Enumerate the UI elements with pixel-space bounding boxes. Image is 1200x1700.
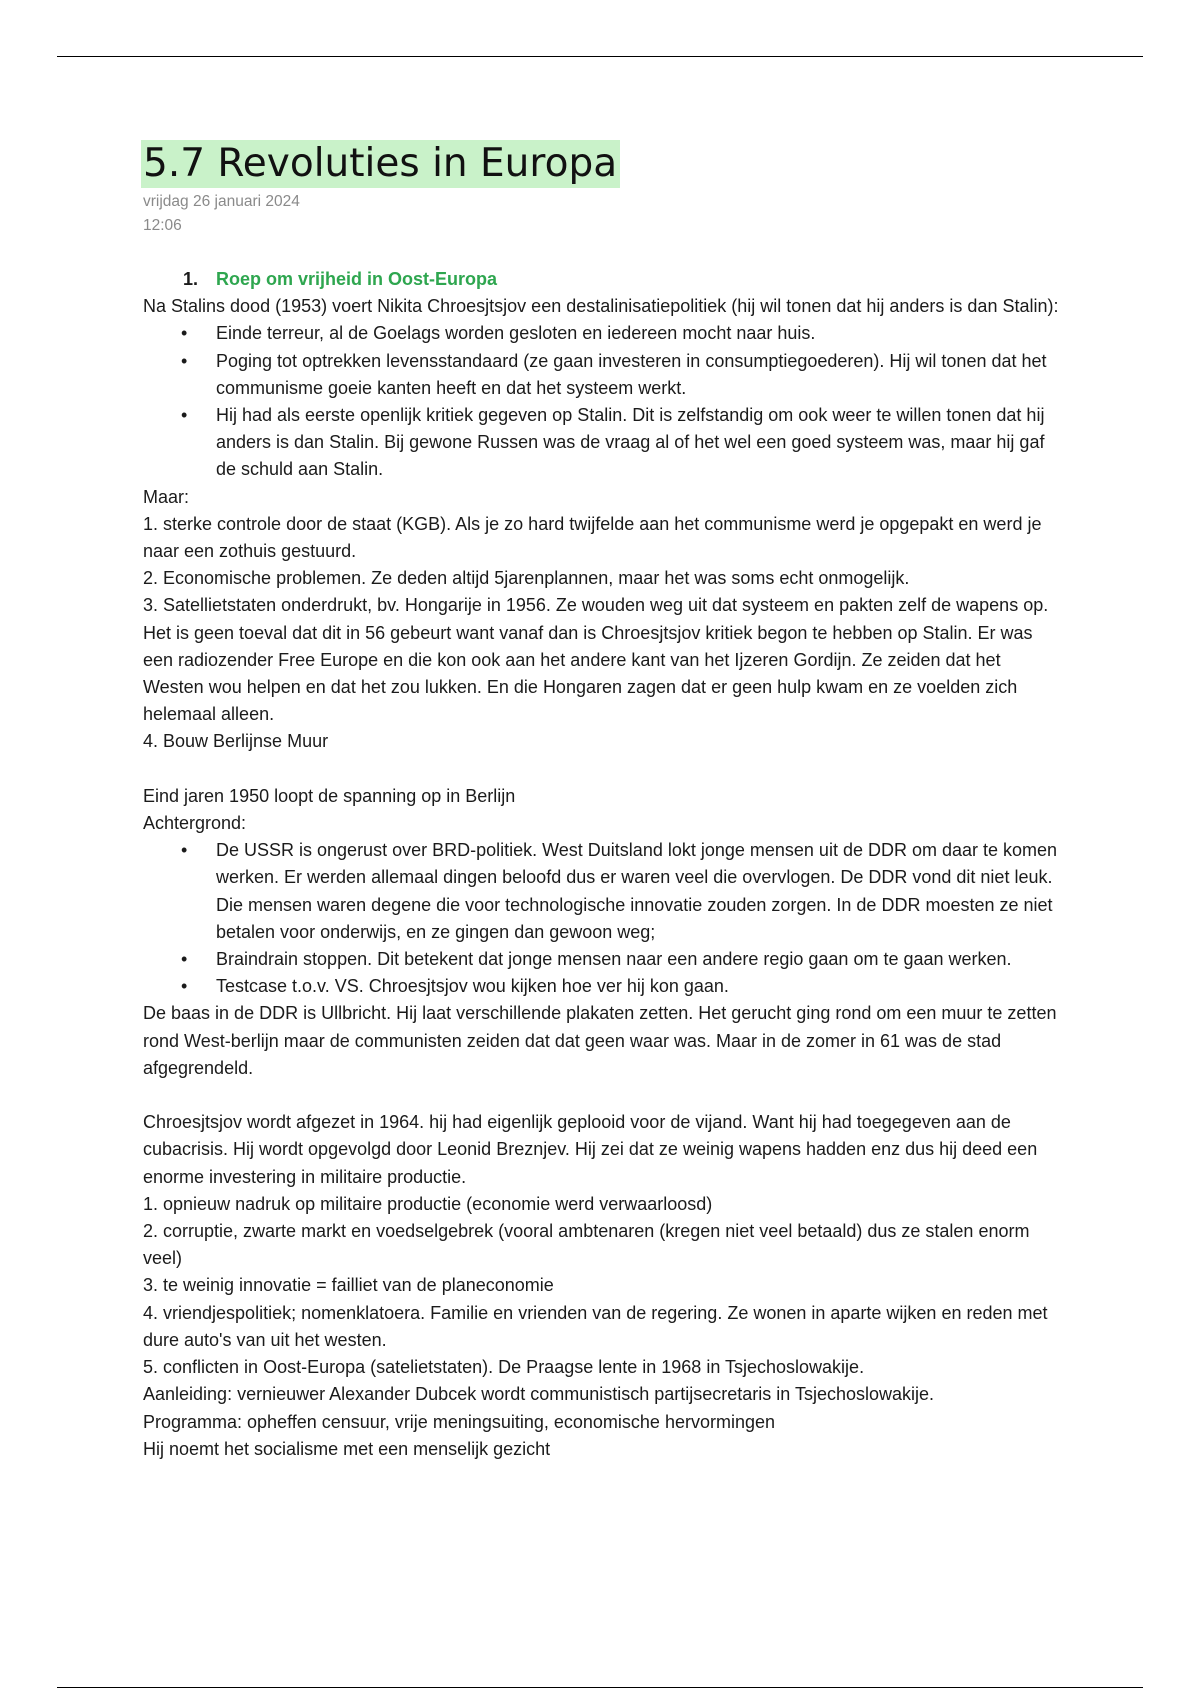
- numbered-point: 1. opnieuw nadruk op militaire productie (economie werd verwaarloosd): [143, 1193, 713, 1214]
- paragraph: Achtergrond:: [143, 813, 247, 834]
- numbered-point: 4. vriendjespolitiek; nomenklatoera. Familie en vrienden van de regering. Ze wonen in aparte wijken en reden met dure auto's van uit het westen.: [143, 1302, 1048, 1350]
- list-item: • Testcase t.o.v. VS. Chroesjtsjov wou kijken hoe ver hij kon gaan.: [143, 973, 1063, 1000]
- blank-line: [143, 756, 1063, 783]
- list-item: • De USSR is ongerust over BRD-politiek. West Duitsland lokt jonge mensen uit de DDR om daar te komen werken. Er werden allemaal dingen beloofd dus er waren veel die overvlogen. De DDR vond dit niet leuk. Die mensen waren degene die voor technologische innovatie zouden zorgen. In de DDR moesten ze niet betalen voor onderwijs, en ze gingen dan gewoon weg;: [143, 837, 1063, 946]
- paragraph: Na Stalins dood (1953) voert Nikita Chroesjtsjov een destalinisatiepolitiek (hij wil tonen dat hij anders is dan Stalin):: [143, 296, 1059, 317]
- bullet-list: [143, 837, 1063, 1000]
- numbered-point: 4. Bouw Berlijnse Muur: [143, 731, 329, 752]
- paragraph: Programma: opheffen censuur, vrije meningsuiting, economische hervormingen: [143, 1411, 776, 1432]
- note-page: [143, 140, 1063, 1463]
- note-body[interactable]: [143, 266, 1063, 1463]
- numbered-point: 3. Satellietstaten onderdrukt, bv. Hongarije in 1956. Ze wouden weg uit dat systeem en pakten zelf de wapens op. Het is geen toeval dat dit in 56 gebeurt want vanaf dan is Chroesjtsjov kritiek begon te hebben op Stalin. Er was een radiozender Free Europe en die kon ook aan het andere kant van het Ijzeren Gordijn. Ze zeiden dat het Westen wou helpen en dat het zou lukken. En die Hongaren zagen dat er geen hulp kwam en ze voelden zich helemaal alleen.: [143, 595, 1049, 725]
- page-top-rule: [57, 56, 1143, 57]
- numbered-point: 2. Economische problemen. Ze deden altijd 5jarenplannen, maar het was soms echt onmogelijk.: [143, 568, 910, 589]
- paragraph: Hij noemt het socialisme met een menselijk gezicht: [143, 1438, 551, 1459]
- numbered-point: 1. sterke controle door de staat (KGB). Als je zo hard twijfelde aan het communisme werd je opgepakt en werd je naar een zothuis gestuurd.: [143, 513, 1042, 562]
- paragraph: Chroesjtsjov wordt afgezet in 1964. hij had eigenlijk geplooid voor de vijand. Want hij had toegegeven aan de cubacrisis. Hij wordt opgevolgd door Leonid Breznjev. Hij zei dat ze weinig wapens hadden enz dus hij deed een enorme investering in militaire productie.: [143, 1112, 1038, 1187]
- paragraph: Aanleiding: vernieuwer Alexander Dubcek wordt communistisch partijsecretaris in Tsjechoslowakije.: [143, 1384, 935, 1405]
- list-item: • Poging tot optrekken levensstandaard (ze gaan investeren in consumptiegoederen). Hij wil tonen dat het communisme goeie kanten heeft en dat het systeem werkt.: [143, 348, 1063, 402]
- note-date: vrijdag 26 januari 2024: [143, 193, 300, 210]
- list-item: • Hij had als eerste openlijk kritiek gegeven op Stalin. Dit is zelfstandig om ook weer te willen tonen dat hij anders is dan Stalin. Bij gewone Russen was de vraag al of het wel een goed systeem was, maar hij gaf de schuld aan Stalin.: [143, 402, 1063, 484]
- blank-line: [143, 1082, 1063, 1109]
- list-item: • Einde terreur, al de Goelags worden gesloten en iedereen mocht naar huis.: [143, 320, 1063, 347]
- numbered-point: 3. te weinig innovatie = failliet van de planeconomie: [143, 1275, 554, 1296]
- paragraph: Eind jaren 1950 loopt de spanning op in Berlijn: [143, 785, 516, 806]
- bullet-list: [143, 320, 1063, 483]
- section-heading-text: Roep om vrijheid in Oost-Europa: [216, 269, 498, 289]
- section-number: 1.: [183, 269, 199, 289]
- page-bottom-rule: [57, 1687, 1143, 1688]
- list-item: • Braindrain stoppen. Dit betekent dat jonge mensen naar een andere regio gaan om te gaan werken.: [143, 946, 1063, 973]
- note-time: 12:06: [143, 217, 182, 234]
- note-meta: [143, 190, 1063, 238]
- page-title[interactable]: 5.7 Revoluties in Europa: [141, 140, 620, 188]
- numbered-point: 5. conflicten in Oost-Europa (satelietstaten). De Praagse lente in 1968 in Tsjechoslowakije.: [143, 1357, 865, 1378]
- numbered-point: 2. corruptie, zwarte markt en voedselgebrek (vooral ambtenaren (kregen niet veel betaald) dus ze stalen enorm veel): [143, 1221, 1030, 1269]
- paragraph: Maar:: [143, 486, 190, 507]
- paragraph: De baas in de DDR is Ullbricht. Hij laat verschillende plakaten zetten. Het gerucht ging rond om een muur te zetten rond West-berlijn maar de communisten zeiden dat dat geen waar was. Maar in de zomer in 61 was de stad afgegrendeld.: [143, 1003, 1057, 1078]
- section-heading: [143, 266, 1063, 293]
